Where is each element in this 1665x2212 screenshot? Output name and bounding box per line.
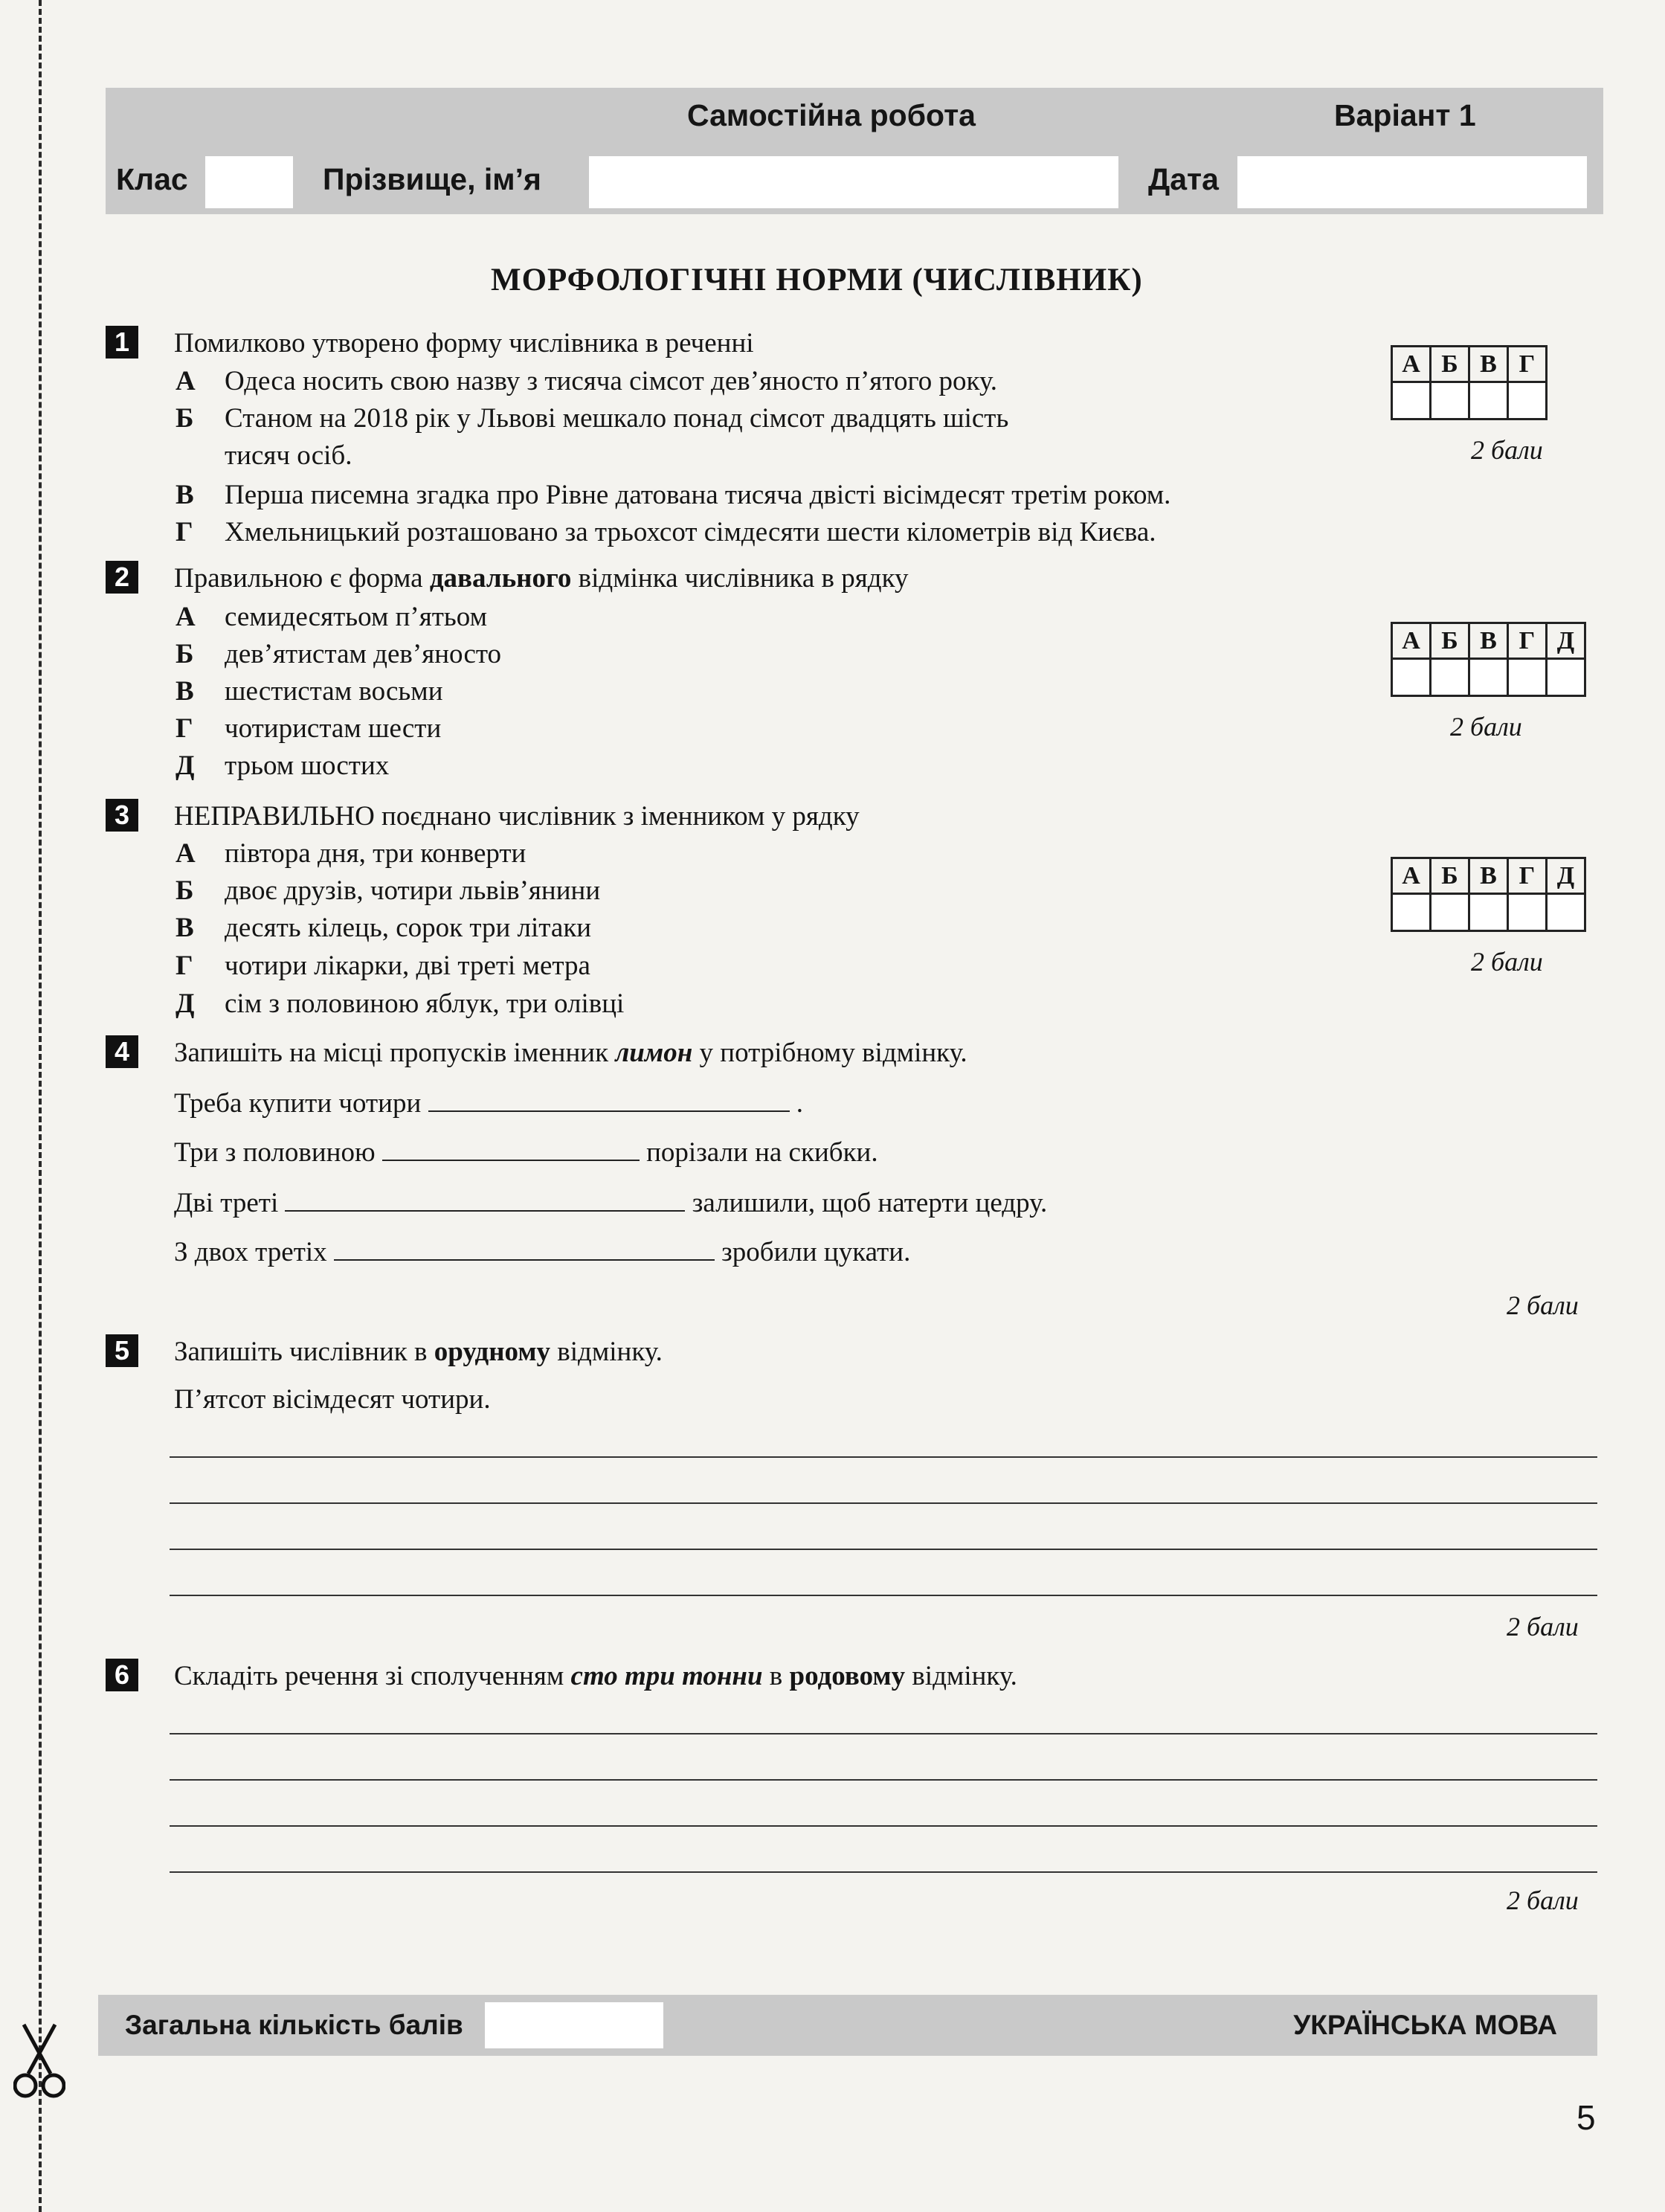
answer-cell[interactable] <box>1508 894 1547 931</box>
option-text: Хмельницький розташовано за трьохсот сімдесяти шести кілометрів від Києва. <box>225 517 1156 547</box>
answer-cell[interactable] <box>1508 659 1547 696</box>
option-letter: Д <box>175 988 195 1019</box>
option-letter: А <box>175 602 196 632</box>
option-letter: Г <box>175 517 193 547</box>
option-letter: Б <box>175 639 194 669</box>
date-label: Дата <box>1148 162 1219 196</box>
name-label: Прізвище, ім’я <box>323 162 541 196</box>
answer-cell[interactable] <box>1469 659 1508 696</box>
grid-letter: А <box>1392 623 1431 659</box>
points-label: 2 бали <box>1450 712 1522 742</box>
option-text: семидесятьом п’ятьом <box>225 602 488 632</box>
grid-letter: Б <box>1431 858 1469 894</box>
option-text: десять кілець, сорок три літаки <box>225 913 592 943</box>
writing-line[interactable] <box>170 1825 1597 1827</box>
option-letter: В <box>175 913 194 943</box>
option-text: чотири лікарки, дві треті метра <box>225 951 590 981</box>
total-score-label: Загальна кількість балів <box>125 2010 463 2040</box>
option-letter: В <box>175 676 194 707</box>
writing-line[interactable] <box>170 1456 1597 1458</box>
answer-grid <box>1391 345 1548 420</box>
option-text: трьом шостих <box>225 750 390 781</box>
question-prompt: Запишіть на місці пропусків іменник лимон у потрібному відмінку. <box>174 1038 967 1068</box>
question-number: 6 <box>106 1659 138 1691</box>
gap-sentence: Три з половиною порізали на скибки. <box>174 1137 878 1168</box>
question-prompt: НЕПРАВИЛЬНО поєднано числівник з іменником у рядку <box>174 801 860 832</box>
answer-cell[interactable] <box>1431 382 1469 419</box>
grid-letter: А <box>1392 858 1431 894</box>
writing-line[interactable] <box>170 1779 1597 1781</box>
question-prompt: Запишіть числівник в орудному відмінку. <box>174 1337 663 1367</box>
writing-line[interactable] <box>170 1595 1597 1596</box>
class-label: Клас <box>116 162 188 196</box>
grid-letter: Г <box>1508 858 1547 894</box>
grid-letter: Д <box>1547 858 1585 894</box>
grid-letter: В <box>1469 858 1508 894</box>
option-text: Станом на 2018 рік у Львові мешкало понад сімсот двадцять шість <box>225 403 1009 434</box>
answer-cell[interactable] <box>1392 659 1431 696</box>
grid-letter: Д <box>1547 623 1585 659</box>
answer-grid <box>1391 622 1586 697</box>
subject-label: УКРАЇНСЬКА МОВА <box>1293 2010 1557 2040</box>
option-letter: В <box>175 480 194 510</box>
answer-cell[interactable] <box>1469 382 1508 419</box>
gap-field[interactable] <box>334 1238 715 1261</box>
gap-field[interactable] <box>382 1139 640 1161</box>
answer-cell[interactable] <box>1547 894 1585 931</box>
gap-field[interactable] <box>428 1090 790 1112</box>
option-text: двоє друзів, чотири львів’янини <box>225 875 601 906</box>
points-label: 2 бали <box>1471 947 1543 977</box>
answer-cell[interactable] <box>1547 659 1585 696</box>
gap-sentence: Дві треті залишили, щоб натерти цедру. <box>174 1188 1048 1218</box>
answer-cell[interactable] <box>1392 894 1431 931</box>
question-number: 1 <box>106 326 138 359</box>
question-prompt: Правильною є форма давального відмінка числівника в рядку <box>174 563 909 594</box>
option-letter: Б <box>175 875 194 906</box>
footer-panel <box>98 1995 1597 2056</box>
option-text-continued: тисяч осіб. <box>225 440 352 471</box>
grid-letter: Г <box>1508 623 1547 659</box>
scissors-icon <box>13 2022 65 2103</box>
answer-grid <box>1391 857 1586 932</box>
answer-cell[interactable] <box>1431 659 1469 696</box>
answer-cell[interactable] <box>1431 894 1469 931</box>
variant-label: Варіант 1 <box>1334 98 1476 132</box>
option-text: Перша писемна згадка про Рівне датована тисяча двісті вісімдесят третім роком. <box>225 480 1171 510</box>
grid-letter: Б <box>1431 347 1469 382</box>
numeral-text: П’ятсот вісімдесят чотири. <box>174 1384 491 1415</box>
question-number: 3 <box>106 799 138 832</box>
option-text: сім з половиною яблук, три олівці <box>225 988 625 1019</box>
option-text: півтора дня, три конверти <box>225 838 526 869</box>
gap-sentence: З двох третіх зробили цукати. <box>174 1237 911 1267</box>
header-panel <box>106 88 1603 214</box>
gap-sentence: Треба купити чотири . <box>174 1088 804 1119</box>
writing-line[interactable] <box>170 1871 1597 1873</box>
question-number: 4 <box>106 1035 138 1068</box>
question-number: 5 <box>106 1334 138 1367</box>
writing-line[interactable] <box>170 1502 1597 1504</box>
points-label: 2 бали <box>1507 1885 1579 1915</box>
option-letter: Д <box>175 750 195 781</box>
option-letter: Г <box>175 951 193 981</box>
worksheet-title: Самостійна робота <box>687 98 976 132</box>
grid-letter: А <box>1392 347 1431 382</box>
option-letter: А <box>175 366 196 396</box>
answer-cell[interactable] <box>1392 382 1431 419</box>
writing-line[interactable] <box>170 1733 1597 1734</box>
grid-letter: Б <box>1431 623 1469 659</box>
total-score-field[interactable] <box>485 2002 663 2048</box>
question-prompt: Складіть речення зі сполученням сто три тонни в родовому відмінку. <box>174 1661 1017 1691</box>
points-label: 2 бали <box>1507 1290 1579 1320</box>
question-prompt: Помилково утворено форму числівника в реченні <box>174 328 754 359</box>
option-text: Одеса носить свою назву з тисяча сімсот дев’яносто п’ятого року. <box>225 366 997 396</box>
class-field[interactable] <box>205 156 293 208</box>
answer-cell[interactable] <box>1469 894 1508 931</box>
option-text: шестистам восьми <box>225 676 443 707</box>
grid-letter: В <box>1469 623 1508 659</box>
gap-field[interactable] <box>285 1189 685 1212</box>
page-number: 5 <box>1577 2098 1596 2137</box>
points-label: 2 бали <box>1471 435 1543 465</box>
cut-line <box>39 0 42 2212</box>
option-letter: Г <box>175 713 193 744</box>
option-letter: А <box>175 838 196 869</box>
option-text: чотиристам шести <box>225 713 442 744</box>
answer-cell[interactable] <box>1508 382 1547 419</box>
question-number: 2 <box>106 561 138 594</box>
option-letter: Б <box>175 403 194 434</box>
date-field[interactable] <box>1237 156 1587 208</box>
section-title: МОРФОЛОГІЧНІ НОРМИ (ЧИСЛІВНИК) <box>491 263 1143 298</box>
grid-letter: В <box>1469 347 1508 382</box>
writing-line[interactable] <box>170 1549 1597 1550</box>
points-label: 2 бали <box>1507 1612 1579 1642</box>
option-text: дев’ятистам дев’яносто <box>225 639 502 669</box>
grid-letter: Г <box>1508 347 1547 382</box>
name-field[interactable] <box>589 156 1118 208</box>
